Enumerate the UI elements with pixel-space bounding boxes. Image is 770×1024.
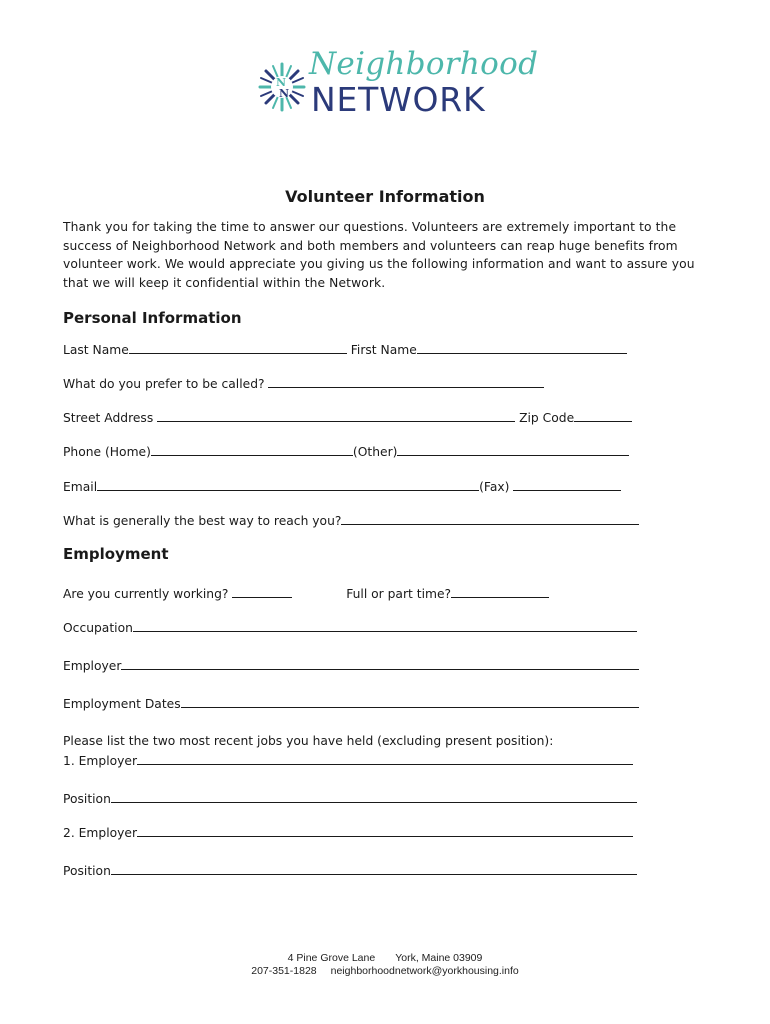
occupation-field[interactable] xyxy=(133,618,637,632)
occupation-row xyxy=(63,618,637,636)
svg-text:N: N xyxy=(279,87,290,100)
logo-script-text: Neighborhood xyxy=(309,46,539,82)
working-row xyxy=(63,584,549,602)
fax-label: (Fax) xyxy=(479,480,510,494)
employer1-row xyxy=(63,751,633,769)
reach-row xyxy=(63,511,639,529)
compass-star-icon xyxy=(258,58,306,118)
zip-code-field[interactable] xyxy=(574,408,632,422)
svg-text:N: N xyxy=(276,76,287,89)
name-row xyxy=(63,340,627,358)
position2-field[interactable] xyxy=(111,861,637,875)
employer2-row xyxy=(63,823,633,841)
preferred-name-label: What do you prefer to be called? xyxy=(63,377,265,391)
footer-contact-line xyxy=(0,965,770,978)
phone-home-field[interactable] xyxy=(151,442,353,456)
intro-paragraph: Thank you for taking the time to answer our questions. Volunteers are extremely important to the success of Neighborhood Network and both members and volunteers can reap huge benefits from volunteer work. We would appreciate you giving us the following information and want to assure you that we will keep it confidential within the Network. xyxy=(63,220,695,291)
address-row xyxy=(63,408,632,426)
employer1-field[interactable] xyxy=(137,751,633,765)
email-field[interactable] xyxy=(97,477,479,491)
phone-other-field[interactable] xyxy=(397,442,629,456)
phone-other-label: (Other) xyxy=(352,445,398,459)
zip-code-label: Zip Code xyxy=(519,411,575,425)
occupation-label: Occupation xyxy=(63,621,133,635)
street-address-label: Street Address xyxy=(63,411,154,425)
position1-label: Position xyxy=(63,792,111,806)
called-row xyxy=(63,374,544,392)
preferred-name-field[interactable] xyxy=(268,374,544,388)
position2-label: Position xyxy=(63,864,111,878)
full-part-time-label: Full or part time? xyxy=(346,587,452,601)
first-name-label: First Name xyxy=(350,343,417,357)
employment-heading: Employment xyxy=(63,545,169,563)
email-row xyxy=(63,477,621,495)
employer2-label: 2. Employer xyxy=(63,826,138,840)
employer1-label: 1. Employer xyxy=(63,754,138,768)
best-contact-label: What is generally the best way to reach you? xyxy=(63,514,342,528)
employment-dates-field[interactable] xyxy=(181,694,639,708)
page-title: Volunteer Information xyxy=(285,187,485,206)
currently-working-label: Are you currently working? xyxy=(63,587,229,601)
phone-home-label: Phone (Home) xyxy=(63,445,151,459)
employment-dates-label: Employment Dates xyxy=(63,697,181,711)
position2-row xyxy=(63,861,637,879)
last-name-field[interactable] xyxy=(129,340,347,354)
street-address-field[interactable] xyxy=(157,408,515,422)
personal-info-heading: Personal Information xyxy=(63,309,242,327)
footer-phone: 207-351-1828 xyxy=(251,965,317,977)
logo-block-text: NETWORK xyxy=(311,80,486,119)
best-contact-field[interactable] xyxy=(341,511,639,525)
employer-label: Employer xyxy=(63,659,122,673)
dates-row xyxy=(63,694,639,712)
last-name-label: Last Name xyxy=(63,343,129,357)
fax-field[interactable] xyxy=(513,477,621,491)
currently-working-field[interactable] xyxy=(232,584,292,598)
footer-email[interactable]: neighborhoodnetwork@yorkhousing.info xyxy=(330,965,519,977)
footer-city: York, Maine 03909 xyxy=(395,952,483,964)
full-part-time-field[interactable] xyxy=(451,584,549,598)
employer-row xyxy=(63,656,639,674)
position1-row xyxy=(63,789,637,807)
footer-street: 4 Pine Grove Lane xyxy=(287,952,376,964)
phone-row xyxy=(63,442,629,460)
first-name-field[interactable] xyxy=(417,340,627,354)
email-label: Email xyxy=(63,480,98,494)
recent-jobs-prompt: Please list the two most recent jobs you have held (excluding present position): xyxy=(63,734,554,748)
position1-field[interactable] xyxy=(111,789,637,803)
neighborhood-network-logo xyxy=(256,46,539,124)
footer-address-line xyxy=(0,952,770,965)
employer-field[interactable] xyxy=(121,656,639,670)
employer2-field[interactable] xyxy=(137,823,633,837)
